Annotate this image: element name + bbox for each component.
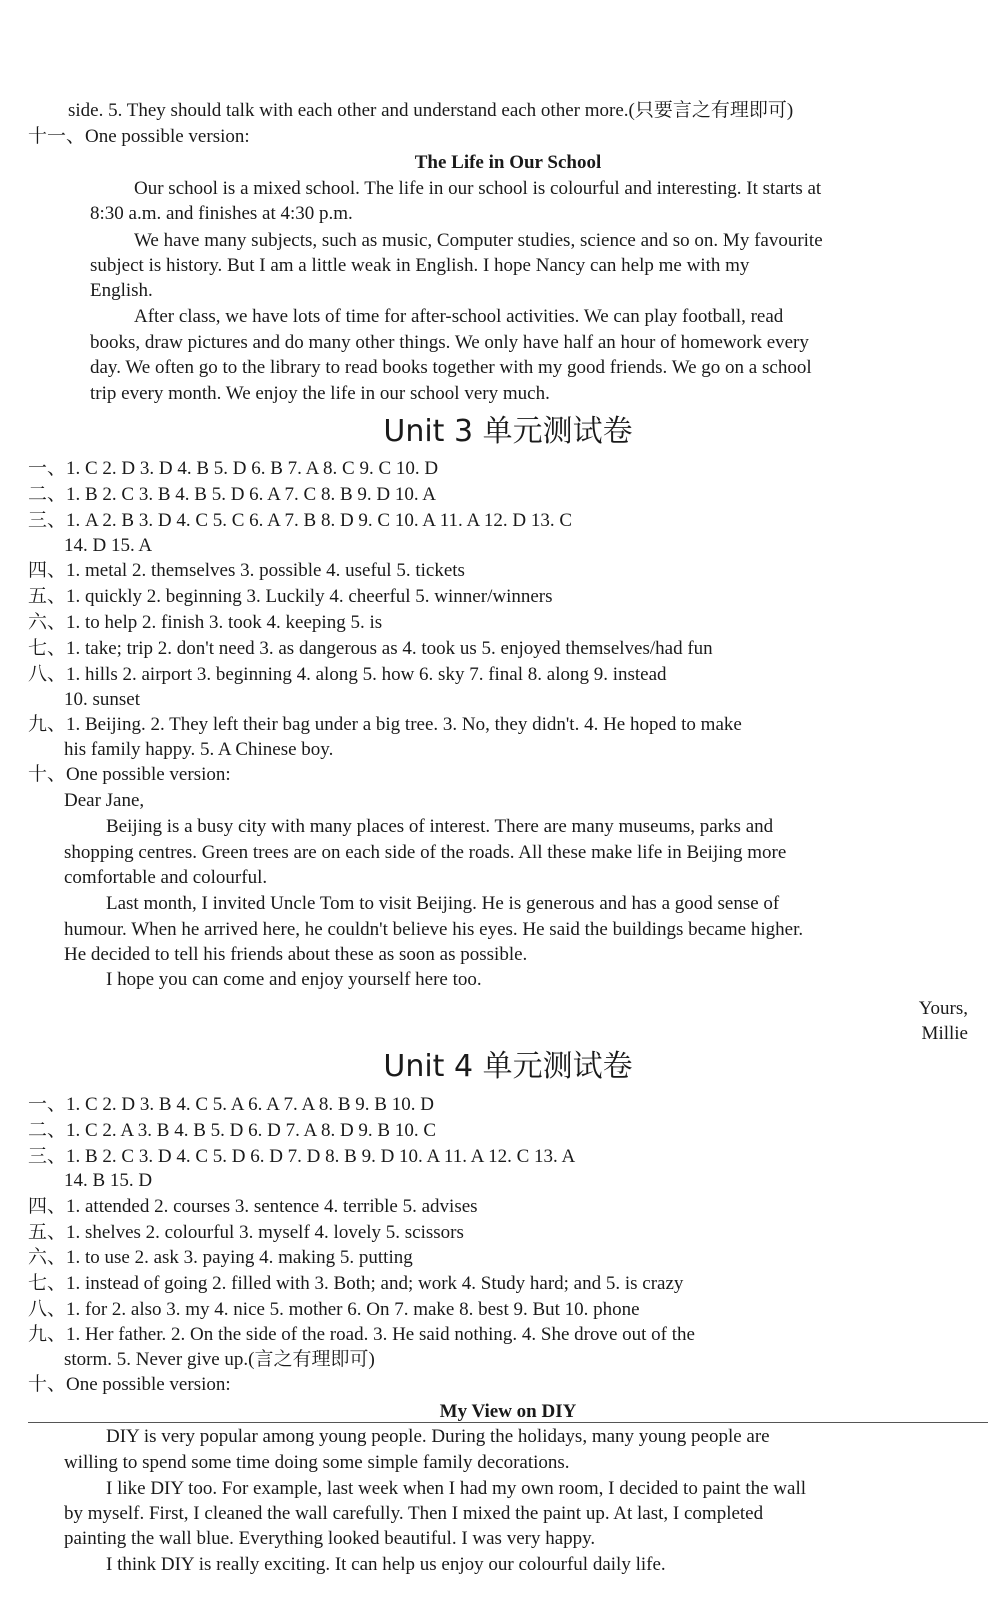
divider [28,1422,988,1423]
answer-row: 一、1. C 2. D 3. D 4. B 5. D 6. B 7. A 8. C 9. C 10. D [28,458,439,479]
essay-text: We have many subjects, such as music, Computer studies, science and so on. My favourite [134,230,823,251]
letter-text: shopping centres. Green trees are on each side of the roads. All these make life in Beijing more [64,842,787,863]
essay-text: day. We often go to the library to read books together with my good friends. We go on a school [90,357,812,378]
essay-text: I think DIY is really exciting. It can help us enjoy our colourful daily life. [106,1554,666,1575]
answer-row: 四、1. attended 2. courses 3. sentence 4. terrible 5. advises [28,1196,478,1217]
answer-row: 14. D 15. A [64,535,153,556]
essay-text: 8:30 a.m. and finishes at 4:30 p.m. [90,203,353,224]
answer-row: 六、1. to use 2. ask 3. paying 4. making 5. putting [28,1247,413,1268]
unit3-heading: Unit 3 单元测试卷 [383,414,633,449]
section-label: 十、One possible version: [28,1374,231,1395]
essay-text: willing to spend some time doing some simple family decorations. [64,1452,570,1473]
answer-row: 九、1. Beijing. 2. They left their bag under a big tree. 3. No, they didn't. 4. He hoped to make [28,714,742,735]
essay-text: by myself. First, I cleaned the wall carefully. Then I mixed the paint up. At last, I completed [64,1503,764,1524]
letter-text: He decided to tell his friends about these as soon as possible. [64,944,528,965]
answer-row: 七、1. take; trip 2. don't need 3. as dangerous as 4. took us 5. enjoyed themselves/had fun [28,638,713,659]
letter-text: Beijing is a busy city with many places of interest. There are many museums, parks and [106,816,774,837]
essay-text: trip every month. We enjoy the life in our school very much. [90,383,550,404]
answer-row: 五、1. quickly 2. beginning 3. Luckily 4. cheerful 5. winner/winners [28,586,553,607]
answer-row: 二、1. C 2. A 3. B 4. B 5. D 6. D 7. A 8. D 9. B 10. C [28,1120,437,1141]
answer-row: 八、1. hills 2. airport 3. beginning 4. along 5. how 6. sky 7. final 8. along 9. instead [28,664,667,685]
answer-row: 三、1. B 2. C 3. D 4. C 5. D 6. D 7. D 8. B 9. D 10. A 11. A 12. C 13. A [28,1146,576,1167]
essay-text: Our school is a mixed school. The life in our school is colourful and interesting. It starts at [134,178,822,199]
answer-row: storm. 5. Never give up.(言之有理即可) [64,1349,375,1370]
answer-row: 七、1. instead of going 2. filled with 3. Both; and; work 4. Study hard; and 5. is crazy [28,1273,684,1294]
answer-row: 四、1. metal 2. themselves 3. possible 4. useful 5. tickets [28,560,465,581]
answer-row: 八、1. for 2. also 3. my 4. nice 5. mother 6. On 7. make 8. best 9. But 10. phone [28,1299,640,1320]
letter-text: I hope you can come and enjoy yourself here too. [106,969,482,990]
section-label: 十、One possible version: [28,764,231,785]
essay-text: painting the wall blue. Everything looked beautiful. I was very happy. [64,1528,596,1549]
unit4-heading: Unit 4 单元测试卷 [383,1049,633,1084]
essay-text: books, draw pictures and do many other things. We only have half an hour of homework every [90,332,809,353]
answer-row: 二、1. B 2. C 3. B 4. B 5. D 6. A 7. C 8. B 9. D 10. A [28,484,437,505]
letter-signature: Millie [921,1023,968,1044]
answer-row: 五、1. shelves 2. colourful 3. myself 4. lovely 5. scissors [28,1222,464,1243]
essay-title: My View on DIY [439,1401,577,1422]
answer-row: 九、1. Her father. 2. On the side of the road. 3. He said nothing. 4. She drove out of the [28,1324,695,1345]
section-label: 十一、One possible version: [28,126,250,147]
letter-text: humour. When he arrived here, he couldn't believe his eyes. He said the buildings became higher. [64,919,804,940]
answer-row: 10. sunset [64,689,140,710]
letter-greeting: Dear Jane, [64,790,145,811]
answer-row: 六、1. to help 2. finish 3. took 4. keeping 5. is [28,612,383,633]
answer-row: 14. B 15. D [64,1170,153,1191]
answer-row: 一、1. C 2. D 3. B 4. C 5. A 6. A 7. A 8. B 9. B 10. D [28,1094,434,1115]
letter-text: comfortable and colourful. [64,867,268,888]
essay-text: subject is history. But I am a little weak in English. I hope Nancy can help me with my [90,255,750,276]
essay-text: English. [90,280,153,301]
essay-title: The Life in Our School [414,152,602,173]
essay-text: DIY is very popular among young people. During the holidays, many young people are [106,1426,770,1447]
answer-key-page [28,0,988,1600]
answer-row: 三、1. A 2. B 3. D 4. C 5. C 6. A 7. B 8. D 9. C 10. A 11. A 12. D 13. C [28,510,573,531]
letter-closing: Yours, [918,998,968,1019]
essay-text: I like DIY too. For example, last week when I had my own room, I decided to paint the wall [106,1478,807,1499]
essay-text: After class, we have lots of time for after-school activities. We can play football, read [134,306,784,327]
answer-row: his family happy. 5. A Chinese boy. [64,739,334,760]
letter-text: Last month, I invited Uncle Tom to visit Beijing. He is generous and has a good sense of [106,893,780,914]
answer-line: side. 5. They should talk with each other and understand each other more.(只要言之有理即可) [68,100,794,121]
